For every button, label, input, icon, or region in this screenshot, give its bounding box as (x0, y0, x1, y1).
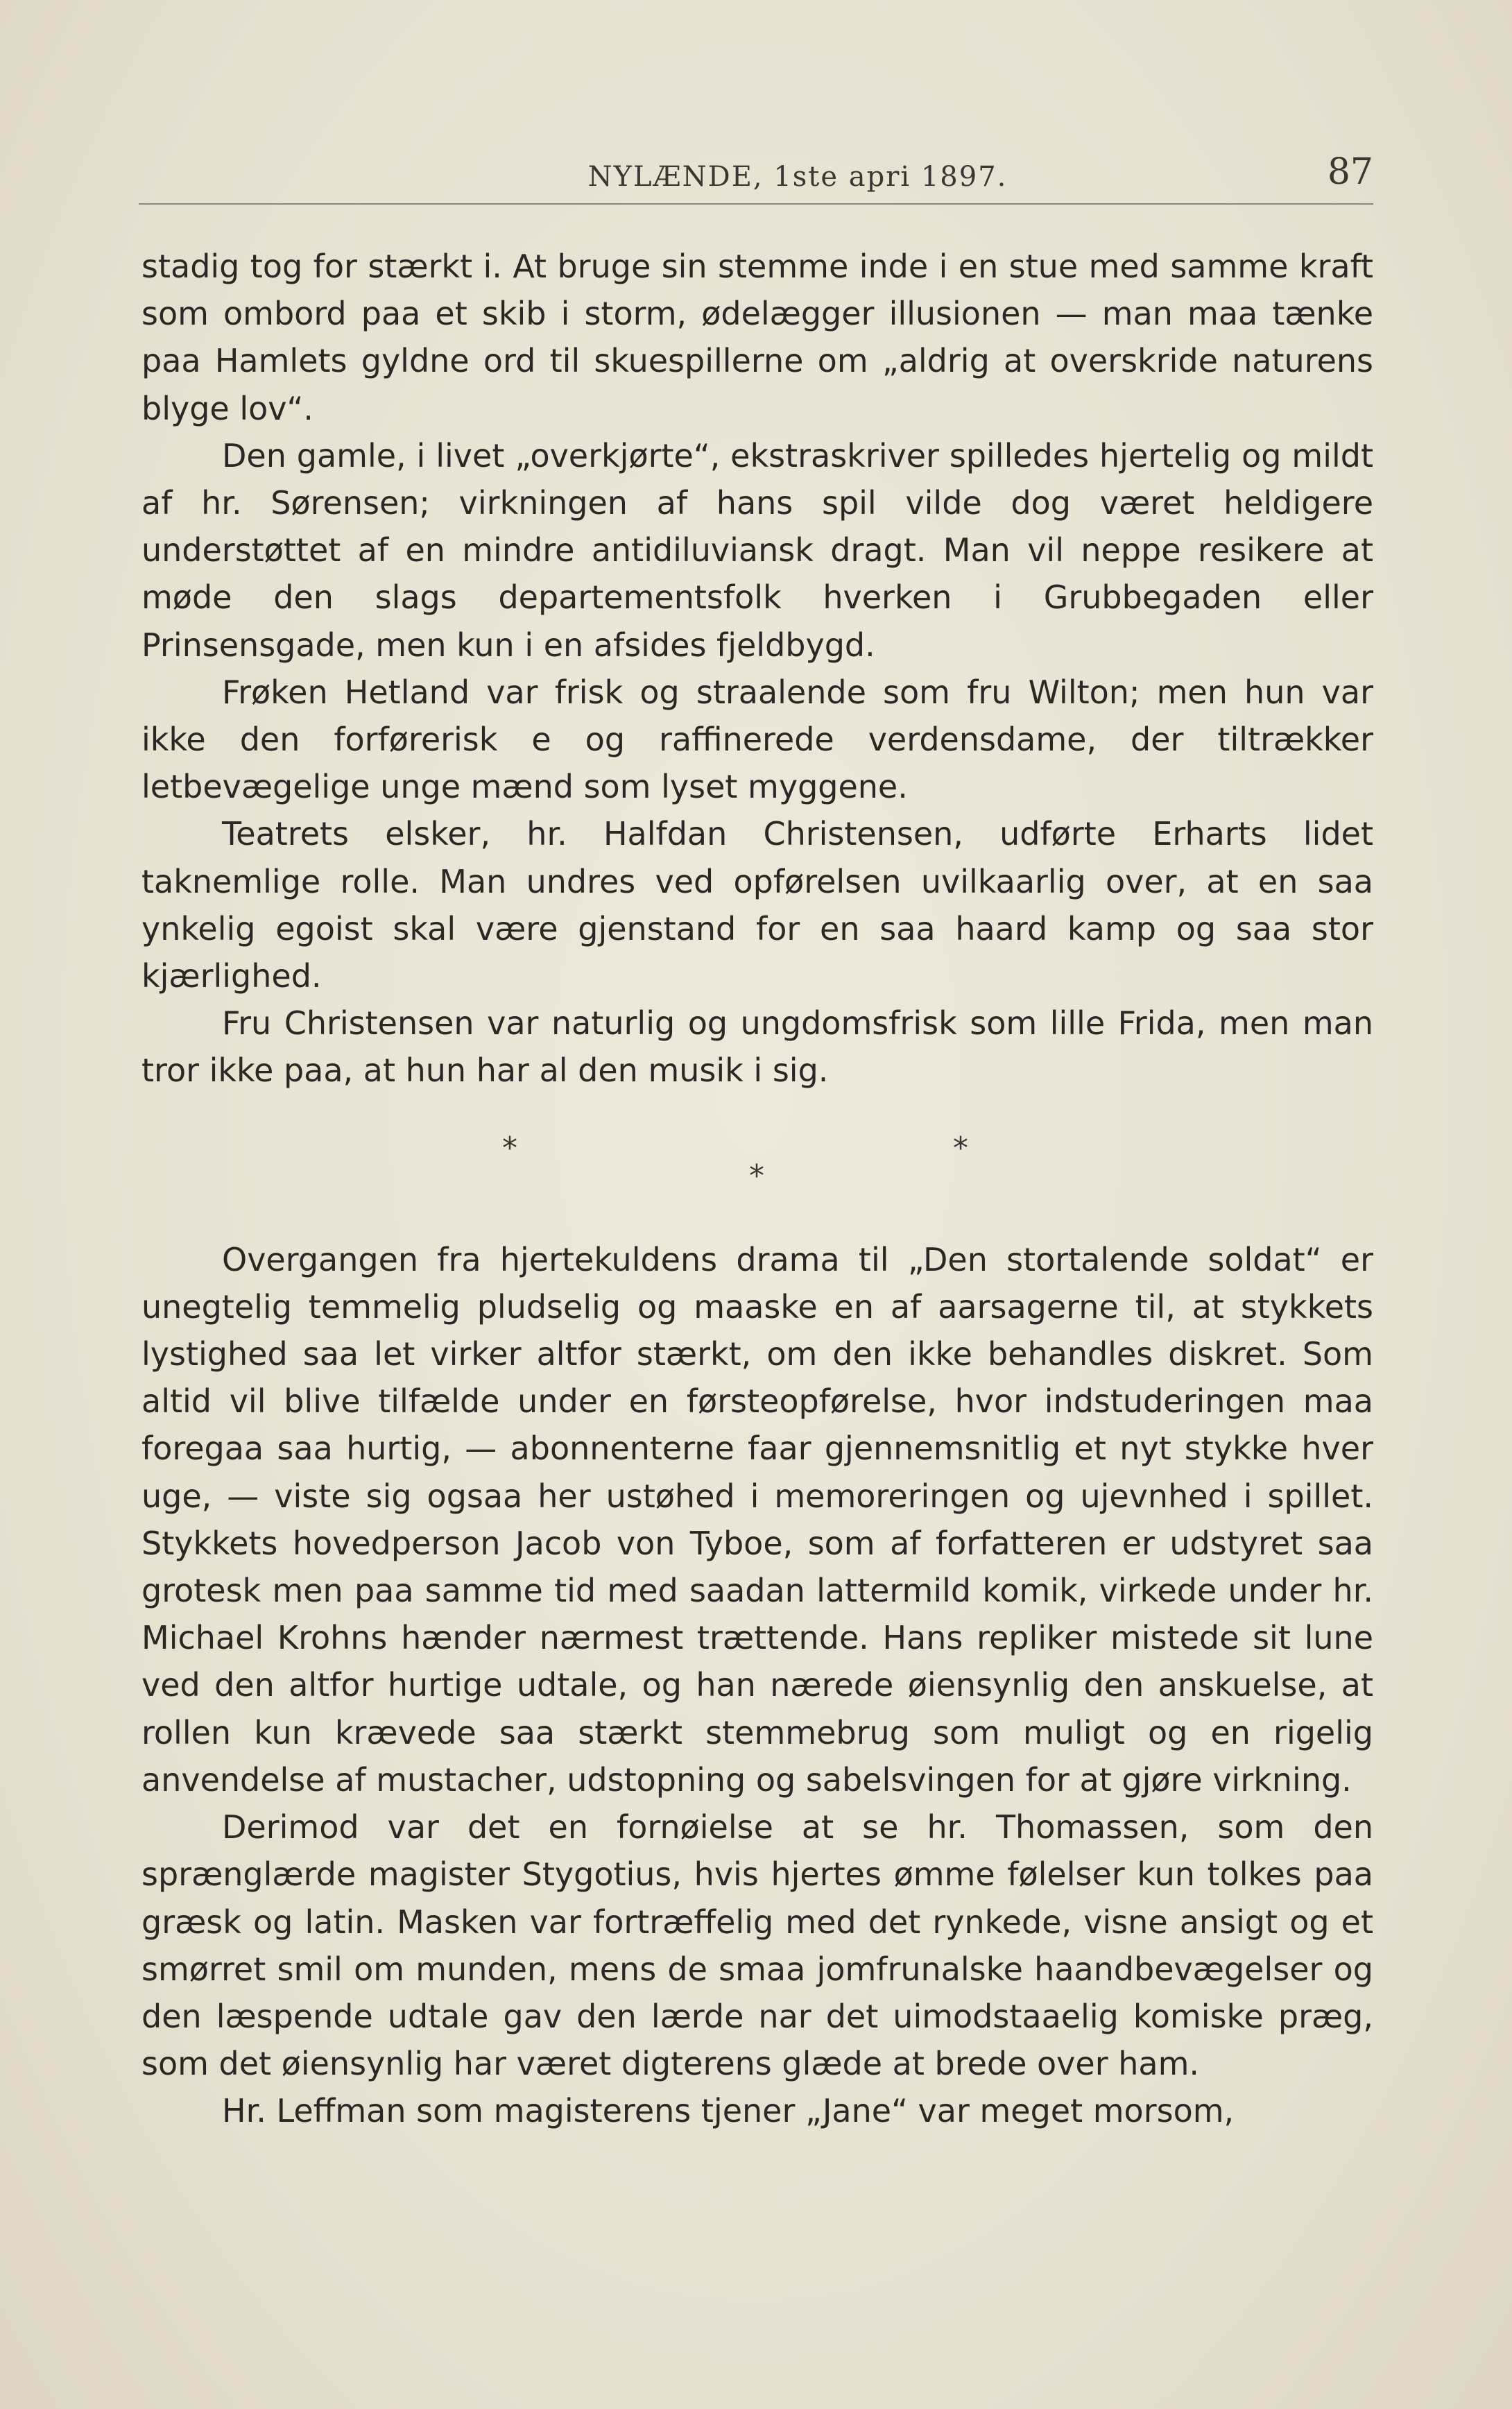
asterism-star: * (953, 1130, 968, 1166)
paragraph: Fru Christensen var naturlig og ungdomsfrisk som lille Frida, men man tror ikke paa, at hun har al den musik i sig. (141, 1004, 1373, 1090)
paragraph: Hr. Leffman som magisterens tjener „Jane“ var meget morsom, (222, 2092, 1235, 2130)
paragraph: stadig tog for stærkt i. At bruge sin stemme inde i en stue med samme kraft som ombord paa et skib i storm, ødelægger illusionen — man maa tænke paa Hamlets gyldne ord til skuespillerne om „aldrig at overskride naturens blyge lov“. (141, 248, 1373, 427)
paragraph: Teatrets elsker, hr. Halfdan Christensen, udførte Erharts lidet taknemlige rolle. Man undres ved opførelsen uvilkaarlig over, at en saa ynkelig egoist skal være gjenstand for en saa haard kamp og saa stor kjærlighed. (141, 815, 1373, 995)
running-title: NYLÆNDE, 1ste apri 1897. (587, 161, 1008, 193)
header-rule (139, 203, 1373, 205)
paragraph: Derimod var det en fornøielse at se hr. Thomassen, som den sprænglærde magister Stygotius, hvis hjertes ømme følelser kun tolkes paa græsk og latin. Masken var fortræffelig med det rynkede, visne ansigt og et smørret smil om munden, mens de smaa jomfrunalske haandbevægelser og den læspende udtale gav den lærde nar det uimodstaaelig komiske præg, som det øiensynlig har været digterens glæde at brede over ham. (141, 1808, 1373, 2083)
page-number: 87 (1327, 151, 1373, 193)
section-divider (141, 1095, 1373, 1236)
asterism-star: * (749, 1158, 764, 1194)
paragraph: Den gamle, i livet „overkjørte“, ekstraskriver spilledes hjertelig og mildt af hr. Sørensen; virkningen af hans spil vilde dog været heldigere understøttet af en mindre antidiluviansk dragt. Man vil neppe resikere at møde den slags departementsfolk hverken i Grubbegaden eller Prinsensgade, men kun i en afsides fjeldbygd. (141, 436, 1373, 664)
paragraph: Overgangen fra hjertekuldens drama til „Den stortalende soldat“ er unegtelig temmelig pludselig og maaske en af aarsagerne til, at stykkets lystighed saa let virker altfor stærkt, om den ikke behandles diskret. Som altid vil blive tilfælde under en førsteopførelse, hvor indstuderingen maa foregaa saa hurtig, — abonnenterne faar gjennemsnitlig et nyt stykke hver uge, — viste sig ogsaa her ustøhed i memoreringen og ujevnhed i spillet. Stykkets hovedperson Jacob von Tyboe, som af forfatteren er udstyret saa grotesk men paa samme tid med saadan lattermild komik, virkede under hr. Michael Krohns hænder nærmest trættende. Hans repliker mistede sit lune ved den altfor hurtige udtale, og han nærede øiensynlig den anskuelse, at rollen kun krævede saa stærkt stemmebrug som muligt og en rigelig anvendelse af mustacher, udstopning og sabelsvingen for at gjøre virkning. (141, 1240, 1373, 1799)
page-header (139, 151, 1373, 200)
article-body (141, 243, 1373, 2135)
asterism-star: * (502, 1130, 517, 1166)
paragraph: Frøken Hetland var frisk og straalende som fru Wilton; men hun var ikke den forførerisk e og raffinerede verdensdame, der tiltrækker letbevægelige unge mænd som lyset myggene. (141, 673, 1373, 806)
